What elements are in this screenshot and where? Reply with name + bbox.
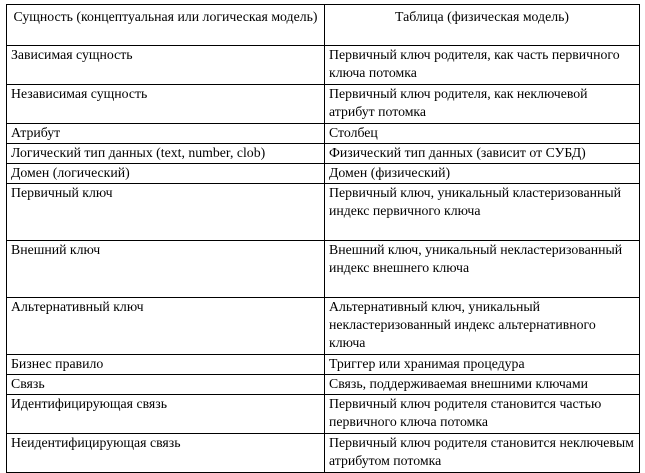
cell-physical-text: Домен (физический)	[329, 165, 451, 180]
table-row	[7, 184, 640, 241]
logical-physical-mapping-table	[6, 4, 640, 473]
cell-physical	[325, 46, 640, 85]
cell-entity-text: Атрибут	[11, 125, 61, 140]
cell-physical	[325, 355, 640, 375]
cell-physical-text: Столбец	[329, 125, 378, 140]
table-header-row	[7, 5, 640, 46]
cell-physical-text: Первичный ключ, уникальный кластеризованный индекс первичного ключа	[329, 185, 621, 218]
cell-physical-text: Триггер или хранимая процедура	[329, 356, 525, 371]
table-row	[7, 46, 640, 85]
cell-physical	[325, 124, 640, 144]
cell-entity	[7, 434, 325, 473]
cell-physical	[325, 375, 640, 395]
table-row	[7, 124, 640, 144]
cell-physical	[325, 184, 640, 241]
table-row	[7, 355, 640, 375]
cell-entity	[7, 241, 325, 298]
cell-entity-text: Альтернативный ключ	[11, 299, 144, 314]
cell-physical	[325, 85, 640, 124]
cell-entity	[7, 144, 325, 164]
header-entity	[7, 5, 325, 46]
cell-entity	[7, 85, 325, 124]
cell-physical-text: Первичный ключ родителя становится неключевым атрибутом потомка	[329, 435, 634, 468]
cell-entity	[7, 124, 325, 144]
document-page	[6, 4, 639, 473]
cell-entity-text: Логический тип данных (text, number, clob)	[11, 145, 266, 160]
cell-physical-text: Первичный ключ родителя становится частью первичного ключа потомка	[329, 396, 602, 429]
cell-physical-text: Первичный ключ родителя, как неключевой атрибут потомка	[329, 86, 588, 119]
table-row	[7, 375, 640, 395]
cell-entity	[7, 184, 325, 241]
cell-physical-text: Связь, поддерживаемая внешними ключами	[329, 376, 589, 391]
table-row	[7, 298, 640, 355]
cell-entity	[7, 375, 325, 395]
cell-physical	[325, 298, 640, 355]
cell-physical	[325, 241, 640, 298]
cell-entity	[7, 164, 325, 184]
header-table-text: Таблица (физическая модель)	[395, 9, 569, 24]
cell-entity-text: Первичный ключ	[11, 185, 113, 200]
cell-entity-text: Идентифицирующая связь	[11, 396, 168, 411]
cell-entity	[7, 298, 325, 355]
table-row	[7, 434, 640, 473]
cell-entity-text: Неидентифицирующая связь	[11, 435, 181, 450]
cell-entity-text: Внешний ключ	[11, 242, 101, 257]
cell-physical-text: Первичный ключ родителя, как часть первичного ключа потомка	[329, 47, 620, 80]
cell-physical	[325, 164, 640, 184]
cell-physical-text: Альтернативный ключ, уникальный некластеризованный индекс альтернативного ключа	[329, 299, 596, 350]
cell-physical	[325, 434, 640, 473]
cell-physical-text: Физический тип данных (зависит от СУБД)	[329, 145, 586, 160]
cell-entity-text: Зависимая сущность	[11, 47, 133, 62]
header-entity-text: Сущность (концептуальная или логическая модель)	[13, 9, 318, 24]
cell-physical	[325, 395, 640, 434]
cell-physical-text: Внешний ключ, уникальный некластеризованный индекс внешнего ключа	[329, 242, 623, 275]
table-row	[7, 395, 640, 434]
cell-entity-text: Независимая сущность	[11, 86, 148, 101]
cell-physical	[325, 144, 640, 164]
cell-entity-text: Связь	[11, 376, 45, 391]
table-row	[7, 85, 640, 124]
cell-entity	[7, 395, 325, 434]
cell-entity	[7, 355, 325, 375]
table-row	[7, 241, 640, 298]
table-row	[7, 144, 640, 164]
header-table	[325, 5, 640, 46]
cell-entity	[7, 46, 325, 85]
cell-entity-text: Домен (логический)	[11, 165, 130, 180]
cell-entity-text: Бизнес правило	[11, 356, 104, 371]
table-row	[7, 164, 640, 184]
